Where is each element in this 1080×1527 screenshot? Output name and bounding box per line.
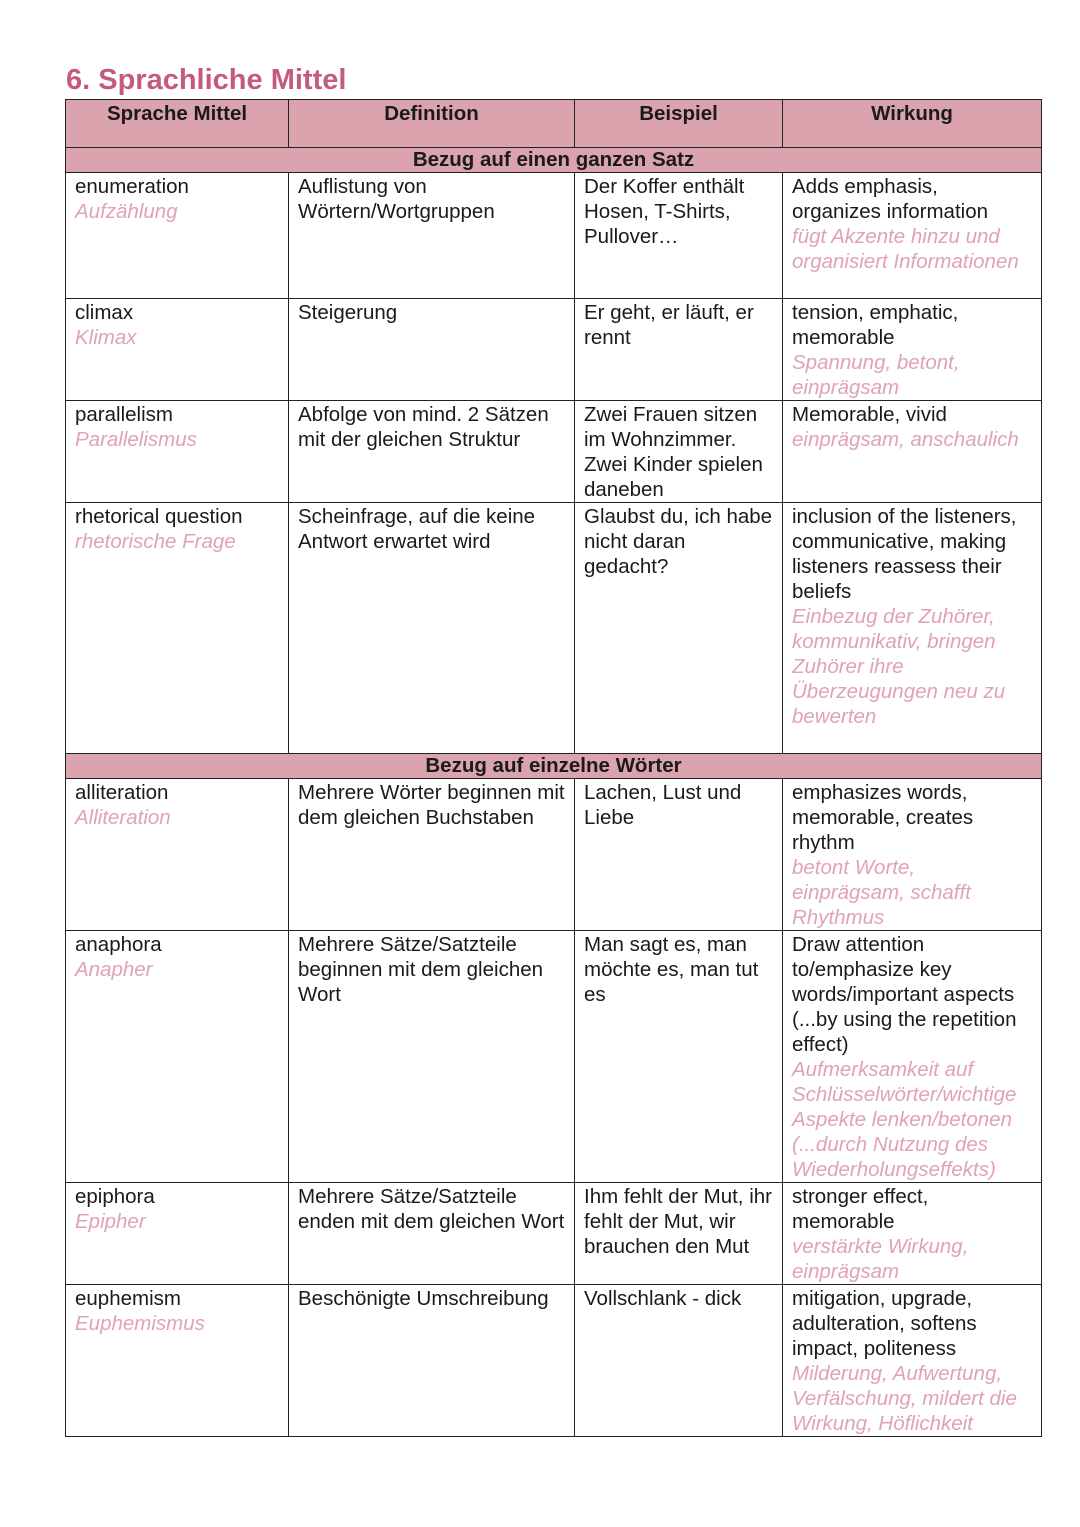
section-title: Bezug auf einzelne Wörter [66, 754, 1042, 779]
term-cell [66, 173, 289, 299]
term-en: alliteration [75, 781, 169, 804]
effect-cell [783, 401, 1042, 503]
effect-en: inclusion of the listeners, communicative, making listeners reassess their beliefs [792, 505, 1017, 603]
term-de: Anapher [75, 958, 153, 981]
term-en: climax [75, 301, 134, 324]
rhetorical-devices-table [65, 99, 1042, 1437]
effect-en: Draw attention to/emphasize key words/important aspects (...by using the repetition effect) [792, 933, 1017, 1056]
effect-de: Einbezug der Zuhörer, kommunikativ, bringen Zuhörer ihre Überzeugungen neu zu bewerten [792, 605, 1006, 728]
definition-cell: Auflistung von Wörtern/Wortgruppen [289, 173, 575, 299]
table-row-anaphora [66, 931, 1042, 1183]
term-en: rhetorical question [75, 505, 243, 528]
section-title: Bezug auf einen ganzen Satz [66, 148, 1042, 173]
term-de: Parallelismus [75, 428, 197, 451]
term-en: enumeration [75, 175, 189, 198]
effect-en: stronger effect, memorable [792, 1185, 929, 1233]
column-header-device: Sprache Mittel [66, 100, 289, 148]
table-row-euphemism [66, 1285, 1042, 1437]
effect-de: verstärkte Wirkung, einprägsam [792, 1235, 969, 1283]
table-row-alliteration [66, 779, 1042, 931]
example-cell: Er geht, er läuft, er rennt [575, 299, 783, 401]
term-cell [66, 1183, 289, 1285]
definition-cell: Mehrere Wörter beginnen mit dem gleichen Buchstaben [289, 779, 575, 931]
effect-de: Aufmerksamkeit auf Schlüsselwörter/wichtige Aspekte lenken/betonen (...durch Nutzung des Wiederholungseffekts) [792, 1058, 1017, 1181]
term-de: Alliteration [75, 806, 171, 829]
term-cell [66, 503, 289, 754]
effect-cell [783, 1285, 1042, 1437]
term-cell [66, 1285, 289, 1437]
table-row-epiphora [66, 1183, 1042, 1285]
term-de: Aufzählung [75, 200, 178, 223]
term-cell [66, 779, 289, 931]
effect-de: Milderung, Aufwertung, Verfälschung, mildert die Wirkung, Höflichkeit [792, 1362, 1017, 1435]
term-cell [66, 299, 289, 401]
term-de: Epipher [75, 1210, 146, 1233]
table-header-row [66, 100, 1042, 148]
term-en: epiphora [75, 1185, 155, 1208]
definition-cell: Mehrere Sätze/Satzteile enden mit dem gleichen Wort [289, 1183, 575, 1285]
term-en: anaphora [75, 933, 162, 956]
example-cell: Man sagt es, man möchte es, man tut es [575, 931, 783, 1183]
effect-en: Adds emphasis, organizes information [792, 175, 988, 223]
definition-cell: Mehrere Sätze/Satzteile beginnen mit dem gleichen Wort [289, 931, 575, 1183]
example-cell: Der Koffer enthält Hosen, T-Shirts, Pullover… [575, 173, 783, 299]
table-row-parallelism [66, 401, 1042, 503]
effect-en: tension, emphatic, memorable [792, 301, 959, 349]
definition-cell: Steigerung [289, 299, 575, 401]
term-en: parallelism [75, 403, 173, 426]
effect-cell [783, 931, 1042, 1183]
term-de: Klimax [75, 326, 137, 349]
effect-en: mitigation, upgrade, adulteration, softens impact, politeness [792, 1287, 977, 1360]
example-cell: Lachen, Lust und Liebe [575, 779, 783, 931]
effect-en: Memorable, vivid [792, 403, 947, 426]
table-row-enumeration [66, 173, 1042, 299]
column-header-effect: Wirkung [783, 100, 1042, 148]
effect-de: betont Worte, einprägsam, schafft Rhythmus [792, 856, 971, 929]
term-cell [66, 931, 289, 1183]
term-de: Euphemismus [75, 1312, 205, 1335]
example-cell: Vollschlank - dick [575, 1285, 783, 1437]
effect-cell [783, 503, 1042, 754]
definition-cell: Abfolge von mind. 2 Sätzen mit der gleichen Struktur [289, 401, 575, 503]
table-row-rhetorical-question [66, 503, 1042, 754]
effect-cell [783, 299, 1042, 401]
term-cell [66, 401, 289, 503]
example-cell: Zwei Frauen sitzen im Wohnzimmer. Zwei Kinder spielen daneben [575, 401, 783, 503]
column-header-definition: Definition [289, 100, 575, 148]
definition-cell: Scheinfrage, auf die keine Antwort erwartet wird [289, 503, 575, 754]
column-header-example: Beispiel [575, 100, 783, 148]
effect-cell [783, 173, 1042, 299]
effect-en: emphasizes words, memorable, creates rhythm [792, 781, 974, 854]
table-row-climax [66, 299, 1042, 401]
section-row-sentence [66, 148, 1042, 173]
section-row-words [66, 754, 1042, 779]
definition-cell: Beschönigte Umschreibung [289, 1285, 575, 1437]
term-en: euphemism [75, 1287, 181, 1310]
effect-cell [783, 779, 1042, 931]
example-cell: Ihm fehlt der Mut, ihr fehlt der Mut, wir brauchen den Mut [575, 1183, 783, 1285]
term-de: rhetorische Frage [75, 530, 236, 553]
example-cell: Glaubst du, ich habe nicht daran gedacht? [575, 503, 783, 754]
effect-de: Spannung, betont, einprägsam [792, 351, 960, 399]
effect-de: fügt Akzente hinzu und organisiert Informationen [792, 225, 1019, 273]
effect-cell [783, 1183, 1042, 1285]
page-title: 6. Sprachliche Mittel [66, 64, 347, 96]
effect-de: einprägsam, anschaulich [792, 428, 1019, 451]
